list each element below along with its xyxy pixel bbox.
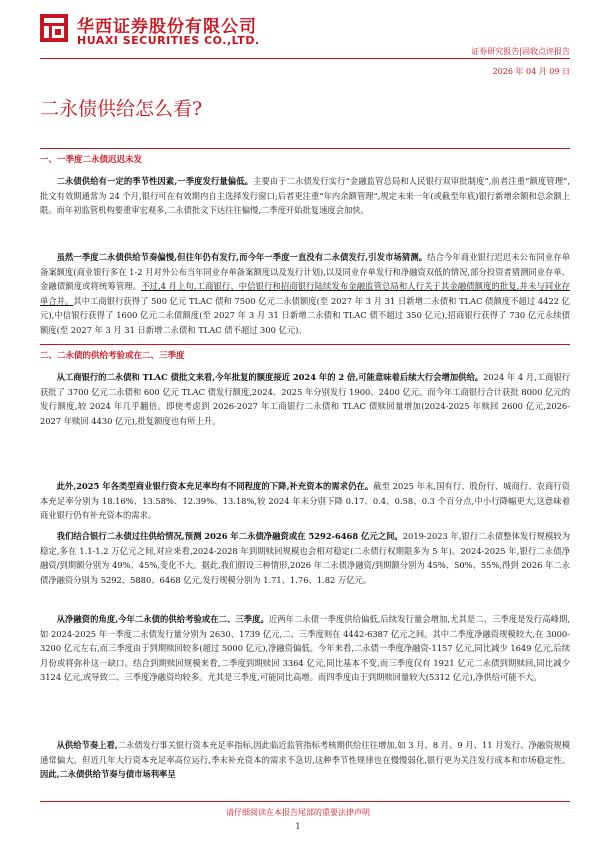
page-title: 二永债供给怎么看? <box>40 98 203 120</box>
paragraph: 从供给节奏上看,二永债发行事关银行资本充足率指标,因此临近监管指标考核期供给往往增加,如 3 月、8 月、9 月、11 月发行、净融资规模通常偏大。但近几年大行资本充足率高位运行,季末补充资本的需求不急切,这种季节性规律也在慢慢弱化,银行更为关注发行成本和市场稳定性。因此,二永债供给节奏与债市场利率呈 <box>40 740 570 780</box>
section-heading: 一、一季度二永债迟迟未发 <box>40 155 143 165</box>
legal-disclaimer-link[interactable]: 请仔细阅读在本报告尾部的重要法律声明 <box>226 808 370 817</box>
paragraph: 此外,2025 年各类型商业银行资本充足率均有不同程度的下降,补充资本的需求仍在。截至 2025 年末,国有行、股份行、城商行、农商行资本充足率分别为 18.16%、13.58%、12.39%、13.18%,较 2024 年末分别下降 0.17、0.4、0.58、0.3 个百分点,中小行降幅更大,这意味着商业银行仍有补充资本的需求。 <box>40 481 571 521</box>
paragraph: 虽然一季度二永债供给节奏偏慢,但往年仍有发行,而今年一季度一直没有二永债发行,引发市场猜测。结合今年商业银行迟迟未公布同业存单备案额度(商业银行多在 1-2 月对外公布当年同业存单备案额度以及发行计划),以及同业存单发行和净融资双低的情况,部分投资者猜测同业存单、金融债额度或将统筹管理。不过,4 月上旬,工商银行、中信银行和招商银行陆续发布金融监管总局和人行关于其金融债额度的批复,并未与同业存单合并。其中工商银行获得了 500 亿元 TLAC 债和 7500 亿元二永债额度(至 2027 年 3 月 31 日新增二永债和 TLAC 债额度不超过 4422 亿元),中信银行获得了 1600 亿元二永债额度(至 2027 年 3 月 31 日新增二永债和 TLAC 债不超过 350 亿元),招商银行获得了 730 亿元永续债额度(至 2027 年 3 月 31 日新增二永债和 TLAC 债不超过 300 亿元)。 <box>40 252 570 335</box>
page-number: 1 <box>295 822 301 832</box>
report-date: 2026 年 04 月 09 日 <box>492 67 570 76</box>
section-divider <box>40 148 570 149</box>
paragraph: 二永债供给有一定的季节性因素,一季度发行量偏低。主要由于二永债发行实行“金融监管总局和人民银行双审批制度”,前者注重“额度管理”,批文有效期通常为 24 个月,银行可在有效期内自主选择发行窗口;后者更注重“年内余额管理”,规定未来一年(或截至年底)银行新增余额和总余额上限。而年初监管机构要重审宏观多,二永债批文下达往往偏慢,二季度开始批复速度会加快。 <box>40 176 571 216</box>
paragraph: 我们结合银行二永债过往供给情况,预测 2026 年二永债净融资或在 5292-6468 亿元之间。2019-2023 年,银行二永债整体发行规模较为稳定,多在 1.1-1.2 万亿元之间,对应来看,2024-2028 年到期赎回规模也会相对稳定(二永债行权期限多为 5 年)。2024-2025 年,银行二永债净融资/到期额分别为 49%、45%,变化不大。据此,我们假设三种情形,2026 年二永债净融资/到期额分别为 45%、50%、55%,得到 2026 年二永债净融资分别为 5292、5880、6468 亿元,发行规模分别为 1.71、1.76、1.82 万亿元。 <box>40 531 571 585</box>
section-heading: 二、二永债的供给考验或在二、三季度 <box>40 351 185 361</box>
report-type: 证券研究报告|固收点评报告 <box>471 47 570 56</box>
section-divider <box>40 344 570 345</box>
header-divider <box>40 58 570 59</box>
brand-name-cn: 华西证券股份有限公司 <box>77 17 257 37</box>
footer-divider <box>40 801 570 802</box>
paragraph: 从工商银行的二永债和 TLAC 债批文来看,今年批复的额度接近 2024 年的 2 倍,可能意味着后续大行会增加供给。2024 年 4 月,工商银行获批了 3700 亿元二永债和 600 亿元 TLAC 债发行额度,2024、2025 年分别发行 1900、2400 亿元。而今年工商银行合计获批 8000 亿元的发行额度,较 2024 年几乎翻倍。即使考虑到 2026-2027 年工商银行二永债和 TLAC 债赎回量增加(2024-2025 年赎回 2600 亿元,2026-2027 年赎回 4430 亿元),批复额度也有所上升。 <box>40 372 570 426</box>
company-logo <box>40 14 68 42</box>
paragraph: 从净融资的角度,今年二永债的供给考验或在二、三季度。近两年二永债一季度供给偏低,后续发行量会增加,尤其是二、三季度是发行高峰期,如 2024-2025 年一季度二永债发行量分别为 2630、1739 亿元,二、三季度则在 4442-6387 亿元之间。其中二季度净融资规模较大,在 3000-3200 亿元左右,而三季度由于到期赎回较多(超过 5000 亿元),净融资偏低。今年来看,二永债一季度净融资-1157 亿元,同比减少 1649 亿元,后续月份或将弥补这一缺口。结合到期赎回规模来看,二季度到期赎回 3364 亿元,同比基本不变,而三季度仅有 1921 亿元二永债到期赎回,同比减少 3124 亿元,或导致二、三季度净融资均较多。尤其是三季度,可能同比高增。而四季度由于到期赎回量较大(5312 亿元),净供给可能不大。 <box>40 614 570 683</box>
brand-name-en: HUAXI SECURITIES CO.,LTD. <box>77 34 260 47</box>
